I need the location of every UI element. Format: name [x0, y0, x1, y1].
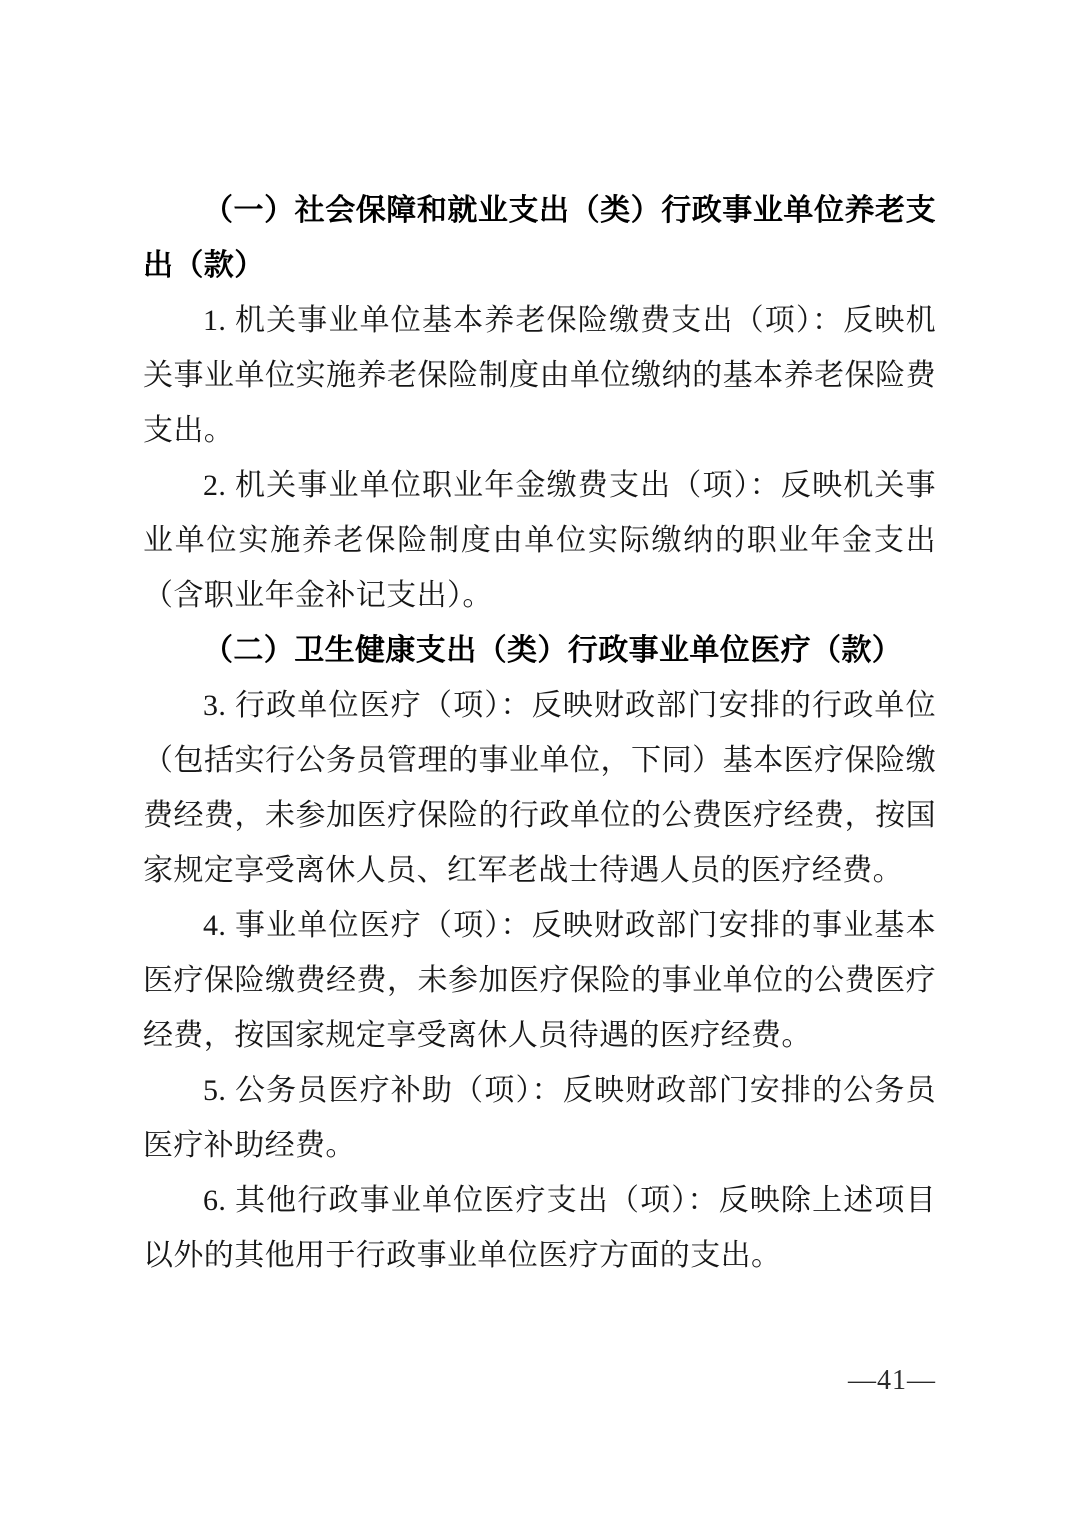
section-heading-social-security-pension: （一）社会保障和就业支出（类）行政事业单位养老支出（款） — [143, 194, 936, 282]
paragraph-item-3-administrative-unit-medical: 3. 行政单位医疗（项）：反映财政部门安排的行政单位（包括实行公务员管理的事业单位，下同）基本医疗保险缴费经费，未参加医疗保险的行政单位的公费医疗经费，按国家规定享受离休人员、红军老战士待遇人员的医疗经费。 — [143, 689, 936, 887]
paragraph-item-5-civil-servant-medical-subsidy: 5. 公务员医疗补助（项）：反映财政部门安排的公务员医疗补助经费。 — [143, 1074, 936, 1162]
page-number: —41— — [848, 1365, 936, 1396]
paragraph-item-4-public-institution-medical: 4. 事业单位医疗（项）：反映财政部门安排的事业基本医疗保险缴费经费，未参加医疗保险的事业单位的公费医疗经费，按国家规定享受离休人员待遇的医疗经费。 — [143, 909, 936, 1052]
paragraph-item-1-basic-pension-contribution: 1. 机关事业单位基本养老保险缴费支出（项）：反映机关事业单位实施养老保险制度由单位缴纳的基本养老保险费支出。 — [143, 304, 936, 447]
section-heading-health-medical: （二）卫生健康支出（类）行政事业单位医疗（款） — [203, 634, 903, 667]
paragraph-item-6-other-medical-expenditure: 6. 其他行政事业单位医疗支出（项）：反映除上述项目以外的其他用于行政事业单位医疗方面的支出。 — [143, 1184, 936, 1272]
document-content — [143, 183, 936, 1283]
paragraph-item-2-occupational-annuity-contribution: 2. 机关事业单位职业年金缴费支出（项）：反映机关事业单位实施养老保险制度由单位实际缴纳的职业年金支出（含职业年金补记支出）。 — [143, 469, 936, 612]
